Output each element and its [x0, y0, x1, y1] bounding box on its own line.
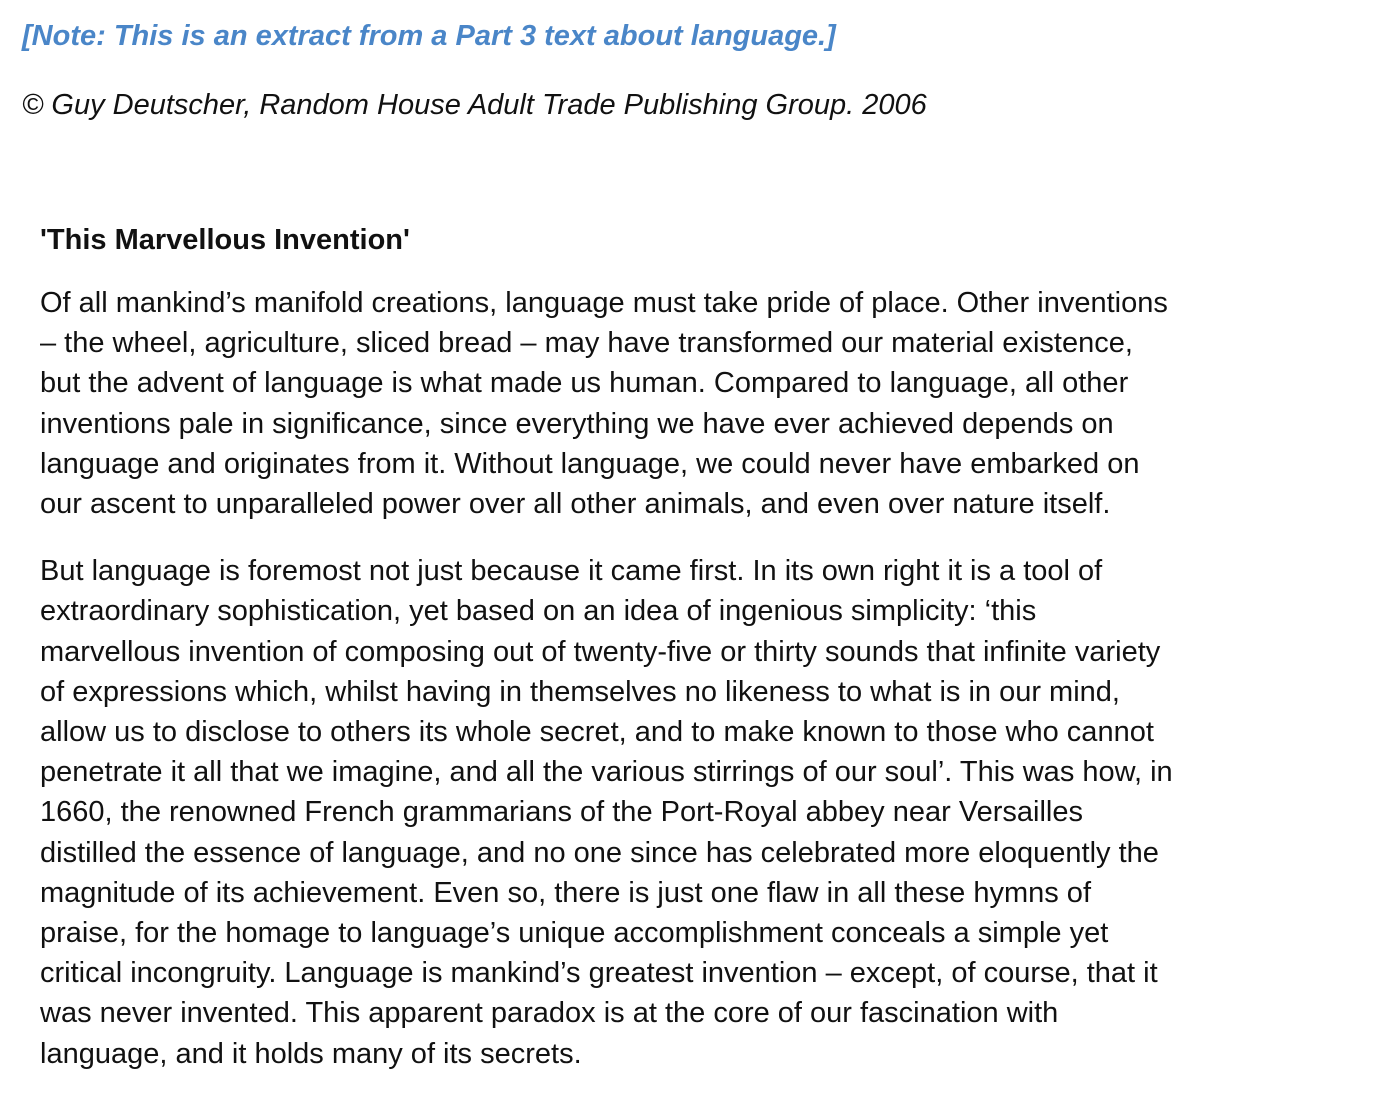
text-line: distilled the essence of language, and no one since has celebrated more eloquently the: [40, 836, 1159, 869]
text-line: praise, for the homage to language’s unique accomplishment conceals a simple yet: [40, 917, 1109, 950]
text-line: marvellous invention of composing out of twenty-five or thirty sounds that infinite variety: [40, 635, 1161, 668]
text-line: critical incongruity. Language is mankind’s greatest invention – except, of course, that it: [40, 957, 1158, 990]
paragraph-2: [40, 551, 1360, 1074]
text-line: language and originates from it. Without language, we could never have embarked on: [40, 447, 1140, 480]
article-title: 'This Marvellous Invention': [40, 224, 410, 256]
note-text: [Note: This is an extract from a Part 3 text about language.]: [22, 20, 836, 52]
text-line: 1660, the renowned French grammarians of the Port-Royal abbey near Versailles: [40, 796, 1083, 829]
text-line: our ascent to unparalleled power over all other animals, and even over nature itself.: [40, 488, 1111, 521]
article: [40, 220, 1360, 1101]
text-line: extraordinary sophistication, yet based on an idea of ingenious simplicity: ‘this: [40, 595, 1037, 628]
text-line: but the advent of language is what made us human. Compared to language, all other: [40, 367, 1129, 400]
text-line: was never invented. This apparent paradox is at the core of our fascination with: [40, 997, 1059, 1030]
text-line: Of all mankind’s manifold creations, language must take pride of place. Other inventions: [40, 287, 1168, 319]
text-line: magnitude of its achievement. Even so, there is just one flaw in all these hymns of: [40, 876, 1091, 909]
copyright-notice: © Guy Deutscher, Random House Adult Trade Publishing Group. 2006: [22, 89, 927, 121]
text-line: allow us to disclose to others its whole secret, and to make known to those who cannot: [40, 716, 1154, 749]
text-line: language, and it holds many of its secrets.: [40, 1037, 582, 1070]
paragraph-1: [40, 283, 1360, 524]
text-line: penetrate it all that we imagine, and all the various stirrings of our soul’. This was how, in: [40, 756, 1173, 789]
text-line: – the wheel, agriculture, sliced bread – may have transformed our material existence,: [40, 327, 1133, 360]
text-line: inventions pale in significance, since everything we have ever achieved depends on: [40, 407, 1114, 440]
text-line: of expressions which, whilst having in themselves no likeness to what is in our mind,: [40, 675, 1120, 708]
text-line: But language is foremost not just because it came first. In its own right it is a tool of: [40, 555, 1103, 588]
